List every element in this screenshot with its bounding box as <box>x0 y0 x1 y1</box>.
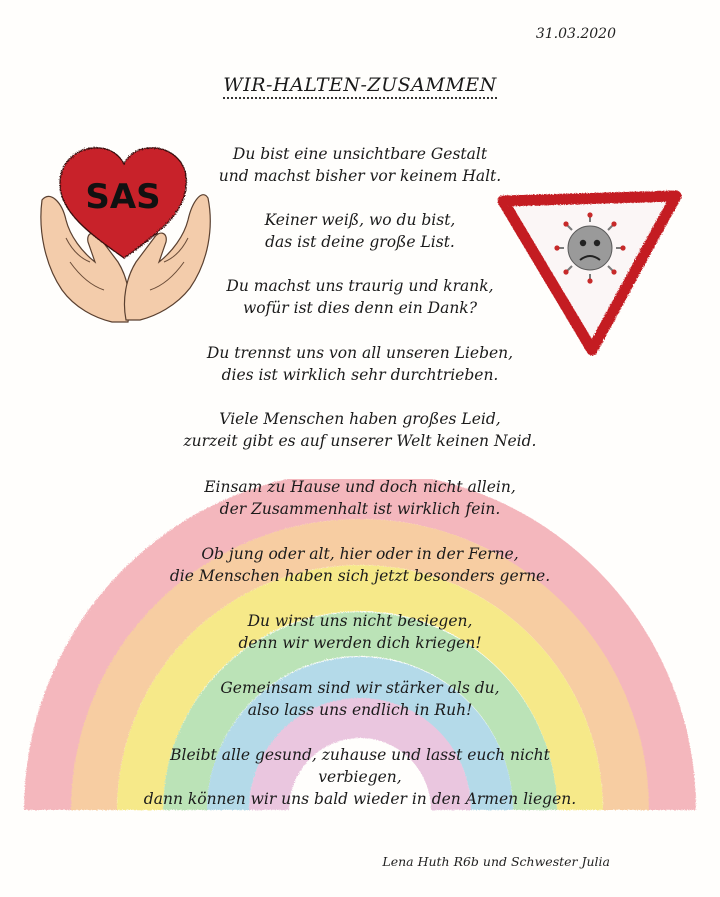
poem-line: und machst bisher vor keinem Halt. <box>218 167 502 185</box>
poem-line: Gemeinsam sind wir stärker als du, <box>220 679 500 697</box>
heart-label: SAS <box>85 177 161 217</box>
poem-line: dies ist wirklich sehr durchtrieben. <box>221 366 499 384</box>
stanza-4 <box>0 342 720 386</box>
signature: Lena Huth R6b und Schwester Julia <box>382 854 610 869</box>
poem-line: Du machst uns traurig und krank, <box>226 277 494 295</box>
stanza-9 <box>0 677 720 721</box>
stanza-1 <box>0 143 720 187</box>
poem-line: denn wir werden dich kriegen! <box>238 634 482 652</box>
poem-line: verbiegen, <box>318 768 402 786</box>
stanza-8 <box>0 610 720 654</box>
stanza-6 <box>0 476 720 520</box>
poem-line: Keiner weiß, wo du bist, <box>264 211 456 229</box>
stanza-3 <box>0 275 720 319</box>
stanza-5 <box>0 408 720 452</box>
poem-line: das ist deine große List. <box>265 233 455 251</box>
poem-line: Viele Menschen haben großes Leid, <box>219 410 501 428</box>
poem-line: Einsam zu Hause und doch nicht allein, <box>204 478 516 496</box>
poem-line: dann können wir uns bald wieder in den Armen liegen. <box>143 790 577 808</box>
poem-line: Bleibt alle gesund, zuhause und lasst euch nicht <box>170 746 550 764</box>
poem-line: zurzeit gibt es auf unserer Welt keinen Neid. <box>183 432 537 450</box>
poem-line: wofür ist dies denn ein Dank? <box>242 299 478 317</box>
poem-line: der Zusammenhalt ist wirklich fein. <box>219 500 501 518</box>
stanza-2 <box>0 209 720 253</box>
poem-line: also lass uns endlich in Ruh! <box>247 701 473 719</box>
stanza-10 <box>0 744 720 810</box>
poem-line: Du trennst uns von all unseren Lieben, <box>206 344 514 362</box>
poem-line: Du wirst uns nicht besiegen, <box>247 612 473 630</box>
stanza-7 <box>0 543 720 587</box>
poem-line: Ob jung oder alt, hier oder in der Ferne, <box>201 545 519 563</box>
date: 31.03.2020 <box>535 26 616 42</box>
poem-line: Du bist eine unsichtbare Gestalt <box>232 145 488 163</box>
poem-title: WIR-HALTEN-ZUSAMMEN <box>0 74 720 96</box>
poem-line: die Menschen haben sich jetzt besonders gerne. <box>169 567 551 585</box>
